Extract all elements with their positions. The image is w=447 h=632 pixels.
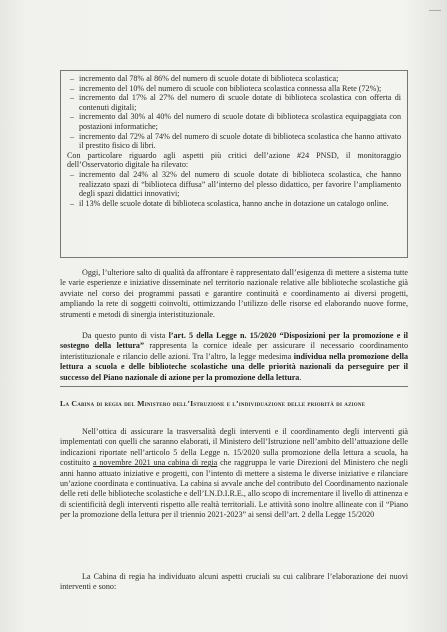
- list-item: – incremento dal 72% al 74% del numero di scuole dotate di biblioteca scolastica che hanno attivato il prestito fisico di libri.: [67, 132, 401, 151]
- paragraph-3: [60, 427, 408, 521]
- list-item: – il 13% delle scuole dotate di biblioteca scolastica, hanno anche in dotazione un catalogo online.: [67, 199, 401, 209]
- text-run: Da questo punto di vista: [82, 331, 169, 340]
- section-heading: La Cabina di regia del Ministero dell’Istruzione e l’individuazione delle priorità di azione: [60, 399, 366, 408]
- bold-law-reference: l’art. 5 della Legge n. 15/2020 “Disposizioni per la promozione e il sostegno della lettura”: [60, 331, 408, 351]
- list-item: – incremento dal 17% al 27% del numero di scuole dotate di biblioteca scolastica con offerta di contenuti digitali;: [67, 93, 401, 112]
- text-run: rappresenta la cornice ideale per assicurare il necessario coordinamento interistituzionale e rilancio delle azioni. Tra l’altro, la legge medesima: [60, 341, 408, 361]
- scan-corner-mark: [429, 10, 441, 17]
- section-divider: [60, 386, 408, 387]
- underlined-text: a novembre 2021 una cabina di regia: [92, 458, 218, 468]
- text-run: che raggruppa le varie Direzioni del Ministero che negli anni hanno attuato iniziative e progetti, con l’intento di mettere a sistema le diverse iniziative e rilanciare un’azione coordinata e continuativa. La cabina si avvale anche del contributo del Coordinamento nazionale delle reti delle biblioteche scolastiche e dell’I.N.D.I.R.E., allo scopo di incrementare il livello di attinenza e di scientificità degli interventi rispetto alle realtà territoriali. Le attività sono inoltre allineate con il “Piano per la promozione della lettura per il triennio 2021-2023” ai sensi dell’art. 2 della Legge 15/2020: [60, 458, 408, 520]
- text-run: .: [299, 372, 302, 382]
- list-item: – incremento dal 24% al 32% del numero di scuole dotate di biblioteca scolastica, che hanno realizzato spazi di “biblioteca diffusa” all’interno del plesso didattico, per favorire l’ampliamento degli spazi didattici innovativi;: [67, 170, 401, 199]
- list-item: – incremento dal 78% al 86% del numero di scuole dotate di biblioteca scolastica;: [67, 74, 401, 84]
- list-item: – incremento del 10% del numero di scuole con biblioteca scolastica connessa alla Rete (72%);: [67, 84, 401, 94]
- monitoring-results-box: [60, 70, 408, 258]
- increments-list: [67, 74, 401, 151]
- critical-aspects-list: [67, 170, 401, 208]
- paragraph-1: [60, 268, 408, 320]
- paragraph-2: [60, 331, 408, 383]
- paragraph-3-text: [60, 427, 408, 521]
- paragraph-4: [60, 572, 408, 593]
- list-item: – incremento dal 30% al 40% del numero di scuole dotate di biblioteca scolastica equipaggiata con postazioni informatiche;: [67, 112, 401, 131]
- box-intro-text: Con particolare riguardo agli aspetti più critici dell’azione #24 PNSD, il monitoraggio dell’Osservatorio digitale ha rilevato:: [67, 150, 401, 170]
- text-run: Nell’ottica di assicurare la trasversalità degli interventi e il coordinamento degli interventi già implementati con quelli che saranno elaborati, il Ministero dell’Istruzione nell’ambito dell’attuazione delle indicazioni riportate nell’articolo 5 della Legge n. 15/2020 sulla promozione della lettura a scuola, ha costituito: [60, 427, 408, 468]
- paragraph-4-text: La Cabina di regia ha individuato alcuni aspetti cruciali su cui calibrare l’elaborazione dei nuovi interventi e sono:: [60, 572, 408, 592]
- paragraph-2-text: [60, 331, 408, 383]
- paragraph-1-text: Oggi, l’ulteriore salto di qualità da affrontare è rappresentato dall’esigenza di mettere a sistema tutte le varie esperienze e iniziative disseminate nel territorio nazionale relative alle biblioteche scolastiche già avviate nel corso dei programmi passati e garantire continuità e coordinamento ai diversi progetti, ampliando la rete di soggetti coinvolti, ottimizzando l’utilizzo delle risorse ed elaborando nuove forme, strumenti e metodi di sinergia interistituzionale.: [60, 268, 408, 319]
- bold-priority-statement: individua nella promozione della lettura a scuola e delle biblioteche scolastiche una delle priorità nazionali da perseguire per il successo del Piano nazionale di azione per la promozione della lettura: [60, 351, 408, 382]
